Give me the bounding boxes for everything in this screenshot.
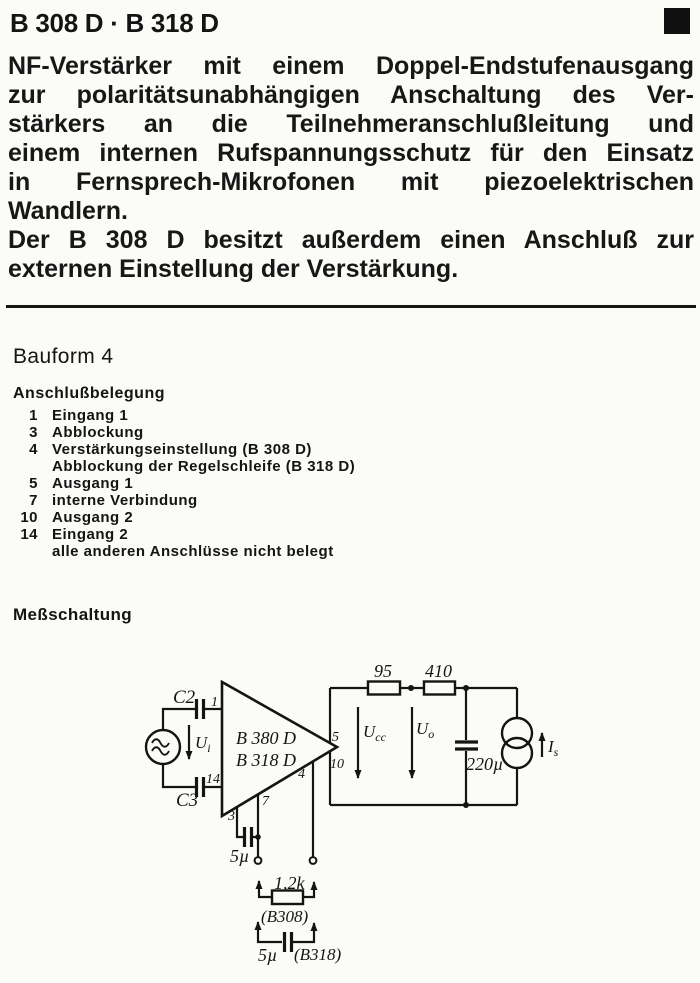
pin-label: interne Verbindung [52,492,198,509]
pin-row [12,407,512,424]
pin-label: Verstärkungseinstellung (B 308 D) [52,441,312,458]
r12k-left-lead-arrow [259,881,272,897]
variant-b318-label: (B318) [294,945,342,964]
capacitor-220u [455,742,478,749]
pin-number [12,458,38,475]
amplifier [206,682,344,824]
pin-label: Eingang 1 [52,407,129,424]
capacitor-c2-label: C2 [173,687,196,708]
pin-number [12,543,38,560]
pin-3-label: 3 [228,809,235,824]
pin-number: 1 [29,407,38,424]
pin-label: alle anderen Anschlüsse nicht belegt [52,543,334,560]
capacitor-5u-coupling-value: 5µ [230,846,250,866]
capacitor-5u-b318 [285,932,292,952]
pin-number: 14 [20,526,38,543]
intro-line: externen Einstellung der Verstärkung. [8,255,459,283]
pin-number: 10 [20,509,38,526]
circuit-heading: Meßschaltung [13,605,133,624]
measurement-circuit-diagram [0,640,700,983]
pin-label: Abblockung der Regelschleife (B 318 D) [52,458,356,475]
pinout-list [12,407,512,560]
amp-type-line1: B 380 D [236,728,296,748]
terminal-pin-4 [310,857,317,864]
bauform-label: Bauform 4 [13,345,114,368]
pin-row [12,526,512,543]
intro-line: Wandlern. [8,197,128,225]
pin-label: Ausgang 2 [52,509,134,526]
intro-paragraph [8,52,694,284]
pin-3-wire [237,807,258,837]
capacitor-c3-label: C3 [176,790,199,811]
terminal-pin-7 [255,857,262,864]
capacitor-5u-b318-value: 5µ [258,945,278,965]
page-title: B 308 D · B 318 D [10,8,219,38]
pin-7-label: 7 [262,794,269,809]
pin-number: 3 [29,424,38,441]
horizontal-divider [6,305,696,308]
pin-4-label: 4 [298,767,305,782]
intro-line: einem internen Rufspannungsschutz für den Einsatz [8,139,694,167]
pin-row [12,543,512,560]
variant-b308-label: (B308) [261,907,309,926]
pin-number: 7 [29,492,38,509]
output-network [330,661,559,808]
ucc-label: $U_{cc}$ [363,722,386,744]
uo-label: $U_o$ [416,719,435,741]
amplifier-triangle [222,682,337,816]
resistor-410-value: 410 [425,661,452,681]
pin-row [12,475,512,492]
pin-number: 5 [29,475,38,492]
capacitor-220u-value: 220µ [466,754,504,774]
intro-line: NF-Verstärker mit einem Doppel-Endstufenausgang [8,52,694,80]
resistor-95-value: 95 [374,661,392,681]
resistor-95 [368,682,400,695]
pin-row [12,509,512,526]
pin-row [12,441,512,458]
pin-row [12,492,512,509]
amp-type-line2: B 318 D [236,750,296,770]
current-source-icon [502,738,532,768]
pin-row [12,458,512,475]
intro-line: zur polaritätsunabhängigen Anschaltung des Ver- [8,81,694,109]
ui-label: $U_i$ [195,733,211,755]
capacitor-5u-coupling [245,827,252,847]
r12k-right-lead-arrow [303,882,314,897]
pin-10-label: 10 [330,757,344,772]
intro-line: stärkers an die Teilnehmeranschlußleitung und [8,110,694,138]
pin-1-label: 1 [211,695,218,710]
pin-5-label: 5 [332,730,339,745]
pin-label: Abblockung [52,424,144,441]
input-top-wire [163,709,222,730]
intro-line: Der B 308 D besitzt außerdem einen Anschluß zur [8,226,694,254]
resistor-12k-value: 1,2k [274,873,305,893]
pin-number: 4 [29,441,38,458]
corner-marker-square [664,8,690,34]
intro-line: in Fernsprech-Mikrofonen mit piezoelektrischen [8,168,694,196]
pin-label: Eingang 2 [52,526,129,543]
capacitor-c2 [197,699,204,719]
pin-14-label: 14 [206,772,220,787]
pin-label: Ausgang 1 [52,475,134,492]
is-label: $I_s$ [548,737,559,759]
junction-dot [463,802,469,808]
junction-dot [408,685,414,691]
pinout-heading: Anschlußbelegung [13,385,165,402]
sine-wave-icon [152,739,169,755]
resistor-410 [424,682,455,695]
pin-row [12,424,512,441]
